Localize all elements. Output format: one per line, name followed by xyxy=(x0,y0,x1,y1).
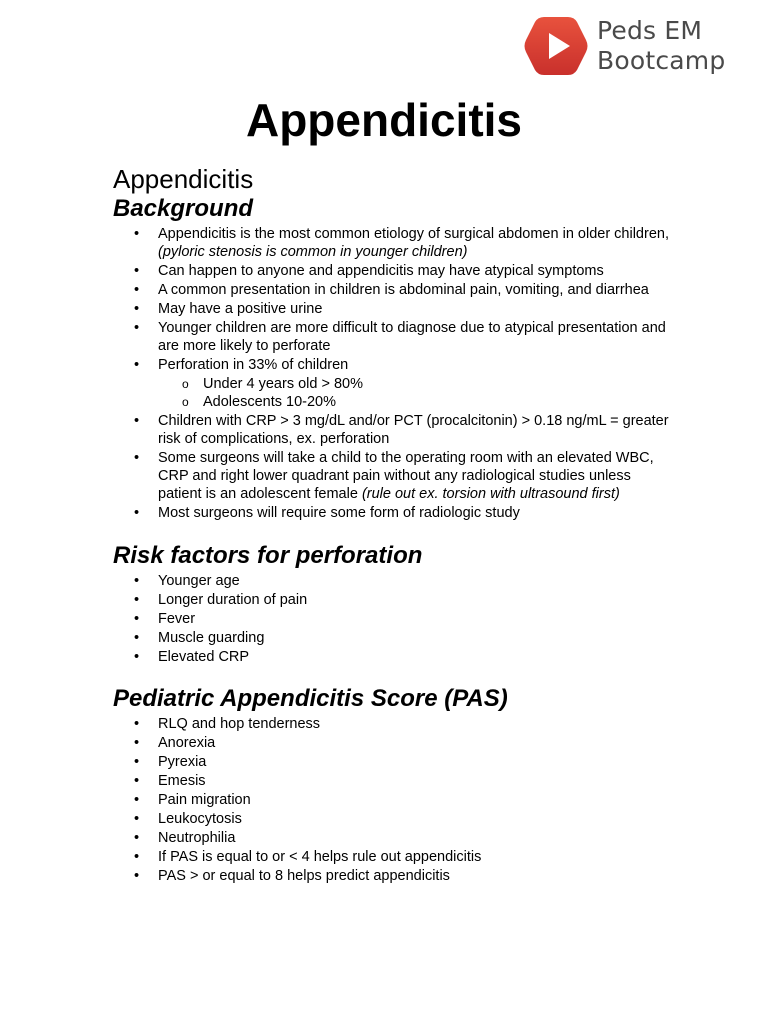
list-item: • Children with CRP > 3 mg/dL and/or PCT (procalcitonin) > 0.18 ng/mL = greater risk of complications, ex. perforation xyxy=(134,412,669,448)
brand-line-2: Bootcamp xyxy=(597,46,726,75)
list-item-text: RLQ and hop tenderness xyxy=(158,715,321,732)
risk-factors-heading: Risk factors for perforation xyxy=(113,541,423,569)
list-item: • A common presentation in children is abdominal pain, vomiting, and diarrhea xyxy=(134,282,649,299)
list-item-text: Leukocytosis xyxy=(158,810,242,827)
list-item-text: A common presentation in children is abdominal pain, vomiting, and diarrhea xyxy=(158,282,649,299)
list-item: • Longer duration of pain xyxy=(134,591,308,608)
list-item: • Younger age xyxy=(134,572,240,589)
list-item-text: Pyrexia xyxy=(158,753,207,770)
list-item-text: May have a positive urine xyxy=(158,301,323,318)
pas-heading: Pediatric Appendicitis Score (PAS) xyxy=(113,684,508,712)
list-item: • Emesis xyxy=(134,772,206,789)
list-item-text: Neutrophilia xyxy=(158,829,236,846)
document-title: Appendicitis xyxy=(245,94,523,146)
list-item-text: Emesis xyxy=(158,772,206,789)
list-item-note: (pyloric stenosis is common in younger children) xyxy=(158,244,468,261)
list-item-note: (rule out ex. torsion with ultrasound first) xyxy=(361,486,620,503)
risk-factors-list xyxy=(113,572,673,666)
list-item-text: Fever xyxy=(158,610,196,627)
list-item: • Muscle guarding xyxy=(134,629,265,646)
list-item: • Perforation in 33% of children o Under 4 years old > 80% o Adolescents 10-20% xyxy=(113,356,673,411)
list-item-text: Muscle guarding xyxy=(158,629,265,646)
list-item-text: PAS > or equal to 8 helps predict appendicitis xyxy=(158,867,450,884)
list-item: • Appendicitis is the most common etiology of surgical abdomen in older children, (pyloric stenosis is common in younger children) xyxy=(134,226,669,261)
list-item: • Leukocytosis xyxy=(134,810,242,827)
list-item: • PAS > or equal to 8 helps predict appendicitis xyxy=(134,867,450,884)
list-item: • RLQ and hop tenderness xyxy=(134,715,321,732)
list-item-text: Pain migration xyxy=(158,791,251,808)
sub-list-item: o Adolescents 10-20% xyxy=(182,393,336,410)
list-item: • Can happen to anyone and appendicitis may have atypical symptoms xyxy=(134,263,604,280)
sub-list-item-text: Adolescents 10-20% xyxy=(203,393,336,410)
list-item-text: Younger age xyxy=(158,572,240,589)
sub-list-item: o Under 4 years old > 80% xyxy=(182,375,363,392)
list-item-text: Anorexia xyxy=(158,734,216,751)
list-item: • Fever xyxy=(134,610,196,627)
list-item-text: Children with CRP > 3 mg/dL and/or PCT (procalcitonin) > 0.18 ng/mL = greater risk of complications, ex. perforation xyxy=(158,412,669,448)
subtitle: Appendicitis xyxy=(113,164,254,194)
list-item: • Elevated CRP xyxy=(134,648,250,665)
list-item-text: Most surgeons will require some form of radiologic study xyxy=(158,505,520,522)
list-item-text: Elevated CRP xyxy=(158,648,250,665)
brand-logo xyxy=(524,14,725,78)
list-item: • Most surgeons will require some form of radiologic study xyxy=(134,505,520,522)
list-item-text: Perforation in 33% of children xyxy=(158,357,349,374)
list-item: • Pyrexia xyxy=(134,753,207,770)
list-item: • Pain migration xyxy=(134,791,251,808)
sub-list-item-text: Under 4 years old > 80% xyxy=(203,375,363,392)
background-heading: Background xyxy=(113,195,254,222)
list-item-text: Appendicitis is the most common etiology of surgical abdomen in older children, xyxy=(158,226,669,242)
pas-list xyxy=(113,715,673,885)
list-item: • Anorexia xyxy=(134,734,216,751)
list-item-text: Some surgeons will take a child to the operating room with an elevated WBC, CRP and right lower quadrant pain without any radiological studies unless patient is an adolescent female xyxy=(158,450,654,503)
brand-name xyxy=(597,16,725,76)
list-item-text: If PAS is equal to or < 4 helps rule out appendicitis xyxy=(158,848,482,865)
list-item: • Younger children are more difficult to diagnose due to atypical presentation and are more likely to perforate xyxy=(134,320,666,355)
list-item-text: Younger children are more difficult to diagnose due to atypical presentation and are more likely to perforate xyxy=(158,320,666,355)
document-body xyxy=(113,164,673,886)
sub-list xyxy=(158,375,673,411)
list-item-text: Longer duration of pain xyxy=(158,591,308,608)
background-list xyxy=(113,225,673,523)
list-item: • Some surgeons will take a child to the operating room with an elevated WBC, CRP and right lower quadrant pain without any radiological studies unless patient is an adolescent female (rule out ex. torsion with ultrasound first) xyxy=(134,450,654,503)
list-item: • If PAS is equal to or < 4 helps rule out appendicitis xyxy=(134,848,482,865)
brand-line-1: Peds EM xyxy=(597,16,703,45)
list-item-text: Can happen to anyone and appendicitis may have atypical symptoms xyxy=(158,263,604,280)
list-item: • May have a positive urine xyxy=(134,301,323,318)
play-icon xyxy=(524,14,588,78)
list-item: • Neutrophilia xyxy=(134,829,236,846)
